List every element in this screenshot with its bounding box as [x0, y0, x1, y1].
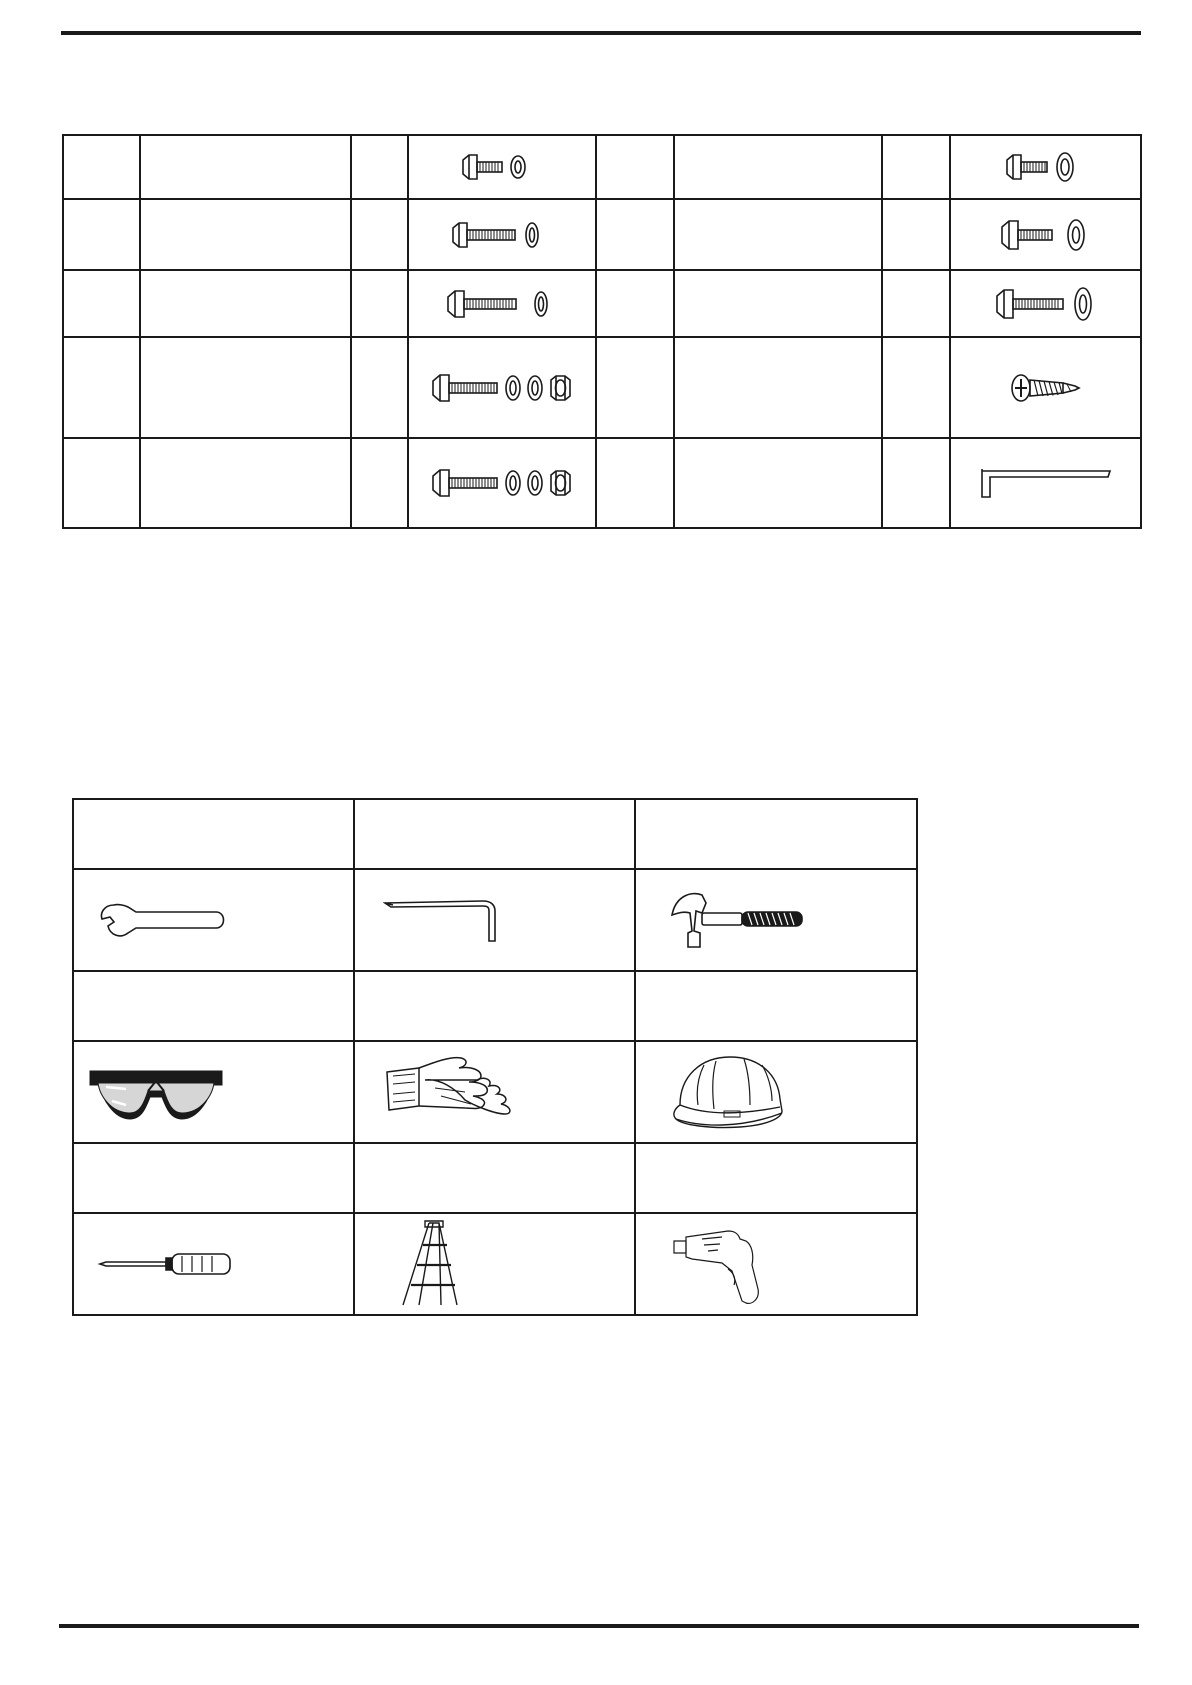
part-quantity-cell [882, 270, 950, 337]
part-quantity-cell [882, 438, 950, 528]
part-quantity-cell [351, 199, 408, 270]
tool-label-cell [73, 1143, 354, 1213]
hard-hat-icon [670, 1047, 790, 1137]
hex-bolt-with-washers-and-nut-icon [427, 465, 577, 501]
claw-hammer-icon [666, 885, 826, 955]
tool-icon-row [73, 1213, 917, 1315]
tool-illustration-cell [635, 869, 917, 971]
part-description-cell [140, 199, 351, 270]
part-description-cell [140, 438, 351, 528]
part-illustration-cell [408, 337, 596, 438]
tool-icon-row [73, 869, 917, 971]
power-drill-icon [672, 1219, 782, 1309]
tool-label-cell [354, 799, 635, 869]
screwdriver-icon [96, 1244, 236, 1284]
part-quantity-cell [882, 135, 950, 199]
tool-illustration-cell [635, 1213, 917, 1315]
part-id-cell [596, 199, 674, 270]
part-id-cell [596, 438, 674, 528]
part-description-cell [674, 438, 882, 528]
tool-label-cell [635, 971, 917, 1041]
part-quantity-cell [882, 199, 950, 270]
part-quantity-cell [351, 270, 408, 337]
tool-label-cell [354, 971, 635, 1041]
hex-bolt-short-with-large-washer-icon [1001, 149, 1091, 185]
part-description-cell [674, 270, 882, 337]
hex-bolt-medium-with-large-washer-icon [996, 215, 1096, 255]
header-rule [61, 31, 1141, 35]
tool-label-cell [73, 799, 354, 869]
footer-rule [59, 1624, 1139, 1628]
self-drilling-screw-icon [1001, 370, 1091, 406]
work-gloves-icon [385, 1052, 515, 1132]
hardware-row [63, 135, 1141, 199]
part-illustration-cell [950, 135, 1141, 199]
hex-key-icon [383, 895, 513, 945]
hex-bolt-short-with-washer-icon [457, 151, 547, 183]
safety-glasses-icon [86, 1057, 226, 1127]
tool-label-cell [635, 799, 917, 869]
part-id-cell [596, 270, 674, 337]
tool-label-cell [635, 1143, 917, 1213]
part-id-cell [63, 270, 140, 337]
part-illustration-cell [408, 135, 596, 199]
part-quantity-cell [351, 438, 408, 528]
tool-label-cell [354, 1143, 635, 1213]
hardware-row [63, 270, 1141, 337]
tool-illustration-cell [354, 1213, 635, 1315]
part-illustration-cell [950, 438, 1141, 528]
part-description-cell [140, 135, 351, 199]
required-tools-table [72, 798, 918, 1316]
hex-bolt-long-with-large-washer-icon [991, 283, 1101, 325]
tool-illustration-cell [73, 1213, 354, 1315]
hardware-row [63, 337, 1141, 438]
part-illustration-cell [950, 270, 1141, 337]
part-illustration-cell [408, 438, 596, 528]
part-description-cell [140, 337, 351, 438]
tool-label-cell [73, 971, 354, 1041]
tool-icon-row [73, 1041, 917, 1143]
hex-bolt-medium-with-washer-icon [447, 218, 557, 252]
part-description-cell [674, 135, 882, 199]
part-id-cell [596, 337, 674, 438]
part-description-cell [674, 337, 882, 438]
hex-bolt-with-washers-and-nut-icon [427, 370, 577, 406]
tool-illustration-cell [73, 869, 354, 971]
step-ladder-icon [399, 1219, 489, 1309]
part-quantity-cell [351, 337, 408, 438]
part-quantity-cell [882, 337, 950, 438]
part-id-cell [63, 337, 140, 438]
tool-label-row [73, 799, 917, 869]
allen-key-icon [976, 465, 1116, 501]
hex-bolt-long-with-washer-icon [442, 286, 562, 322]
part-id-cell [596, 135, 674, 199]
part-id-cell [63, 199, 140, 270]
tool-label-row [73, 1143, 917, 1213]
tool-illustration-cell [635, 1041, 917, 1143]
part-description-cell [140, 270, 351, 337]
part-illustration-cell [950, 199, 1141, 270]
part-id-cell [63, 438, 140, 528]
part-illustration-cell [408, 270, 596, 337]
part-illustration-cell [408, 199, 596, 270]
tool-illustration-cell [354, 869, 635, 971]
open-end-wrench-icon [96, 895, 236, 945]
tool-label-row [73, 971, 917, 1041]
part-illustration-cell [950, 337, 1141, 438]
part-id-cell [63, 135, 140, 199]
tool-illustration-cell [73, 1041, 354, 1143]
hardware-row [63, 438, 1141, 528]
part-quantity-cell [351, 135, 408, 199]
hardware-parts-table [62, 134, 1142, 529]
hardware-row [63, 199, 1141, 270]
tool-illustration-cell [354, 1041, 635, 1143]
part-description-cell [674, 199, 882, 270]
